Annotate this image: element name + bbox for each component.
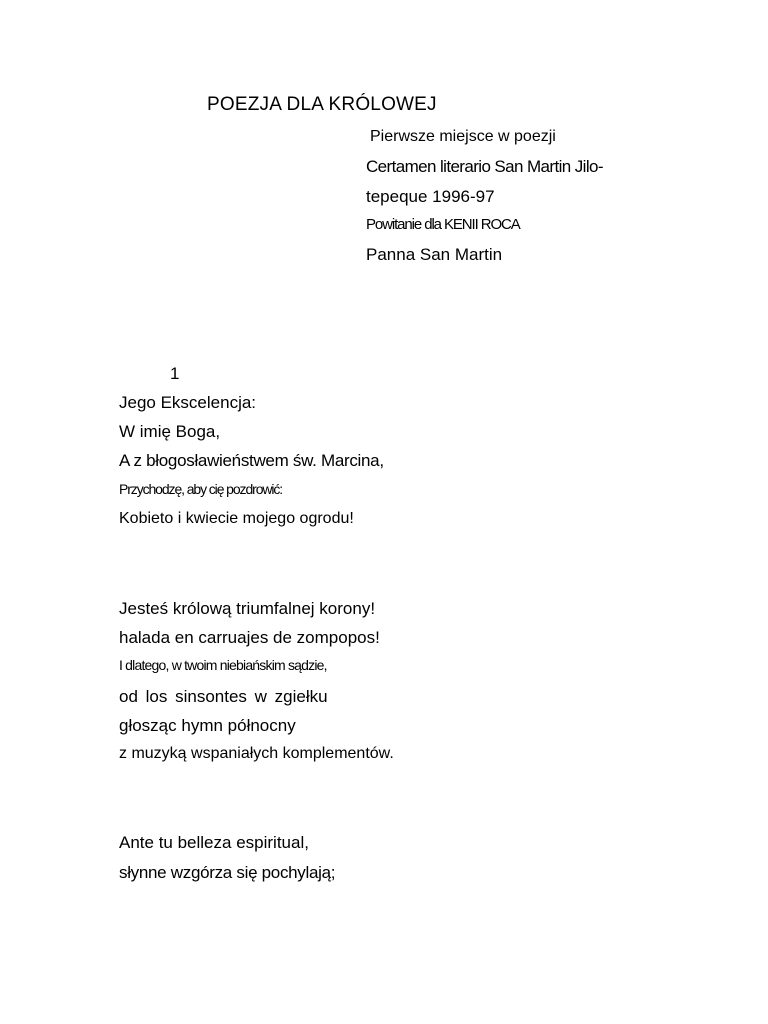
poem-line: Jesteś królową triumfalnej korony! (119, 599, 376, 618)
subtitle-line: Powitanie dla KENII ROCA (366, 216, 520, 233)
subtitle-line: Pierwsze miejsce w poezji (370, 128, 556, 145)
poem-line: Kobieto i kwiecie mojego ogrodu! (119, 510, 354, 527)
poem-line: Ante tu belleza espiritual, (119, 833, 309, 852)
poem-line: głosząc hymn północny (119, 716, 296, 735)
poem-line: z muzyką wspaniałych komplementów. (119, 745, 394, 762)
poem-title: POEZJA DLA KRÓLOWEJ (207, 94, 437, 115)
subtitle-line: Panna San Martin (366, 245, 503, 264)
section-number: 1 (170, 364, 180, 383)
poem-line: słynne wzgórza się pochylają; (119, 863, 336, 882)
subtitle-line: tepeque 1996-97 (366, 187, 495, 206)
poem-line: halada en carruajes de zompopos! (119, 628, 380, 647)
poem-line: A z błogosławieństwem św. Marcina, (119, 451, 384, 470)
poem-line: W imię Boga, (119, 422, 221, 441)
poem-line: I dlatego, w twoim niebiańskim sądzie, (119, 657, 327, 673)
poem-line: Przychodzę, aby cię pozdrowić: (119, 481, 283, 497)
subtitle-line: Certamen literario San Martin Jilo- (366, 157, 603, 176)
poem-line: Jego Ekscelencja: (119, 393, 257, 412)
poem-line: od los sinsontes w zgiełku (119, 687, 328, 706)
